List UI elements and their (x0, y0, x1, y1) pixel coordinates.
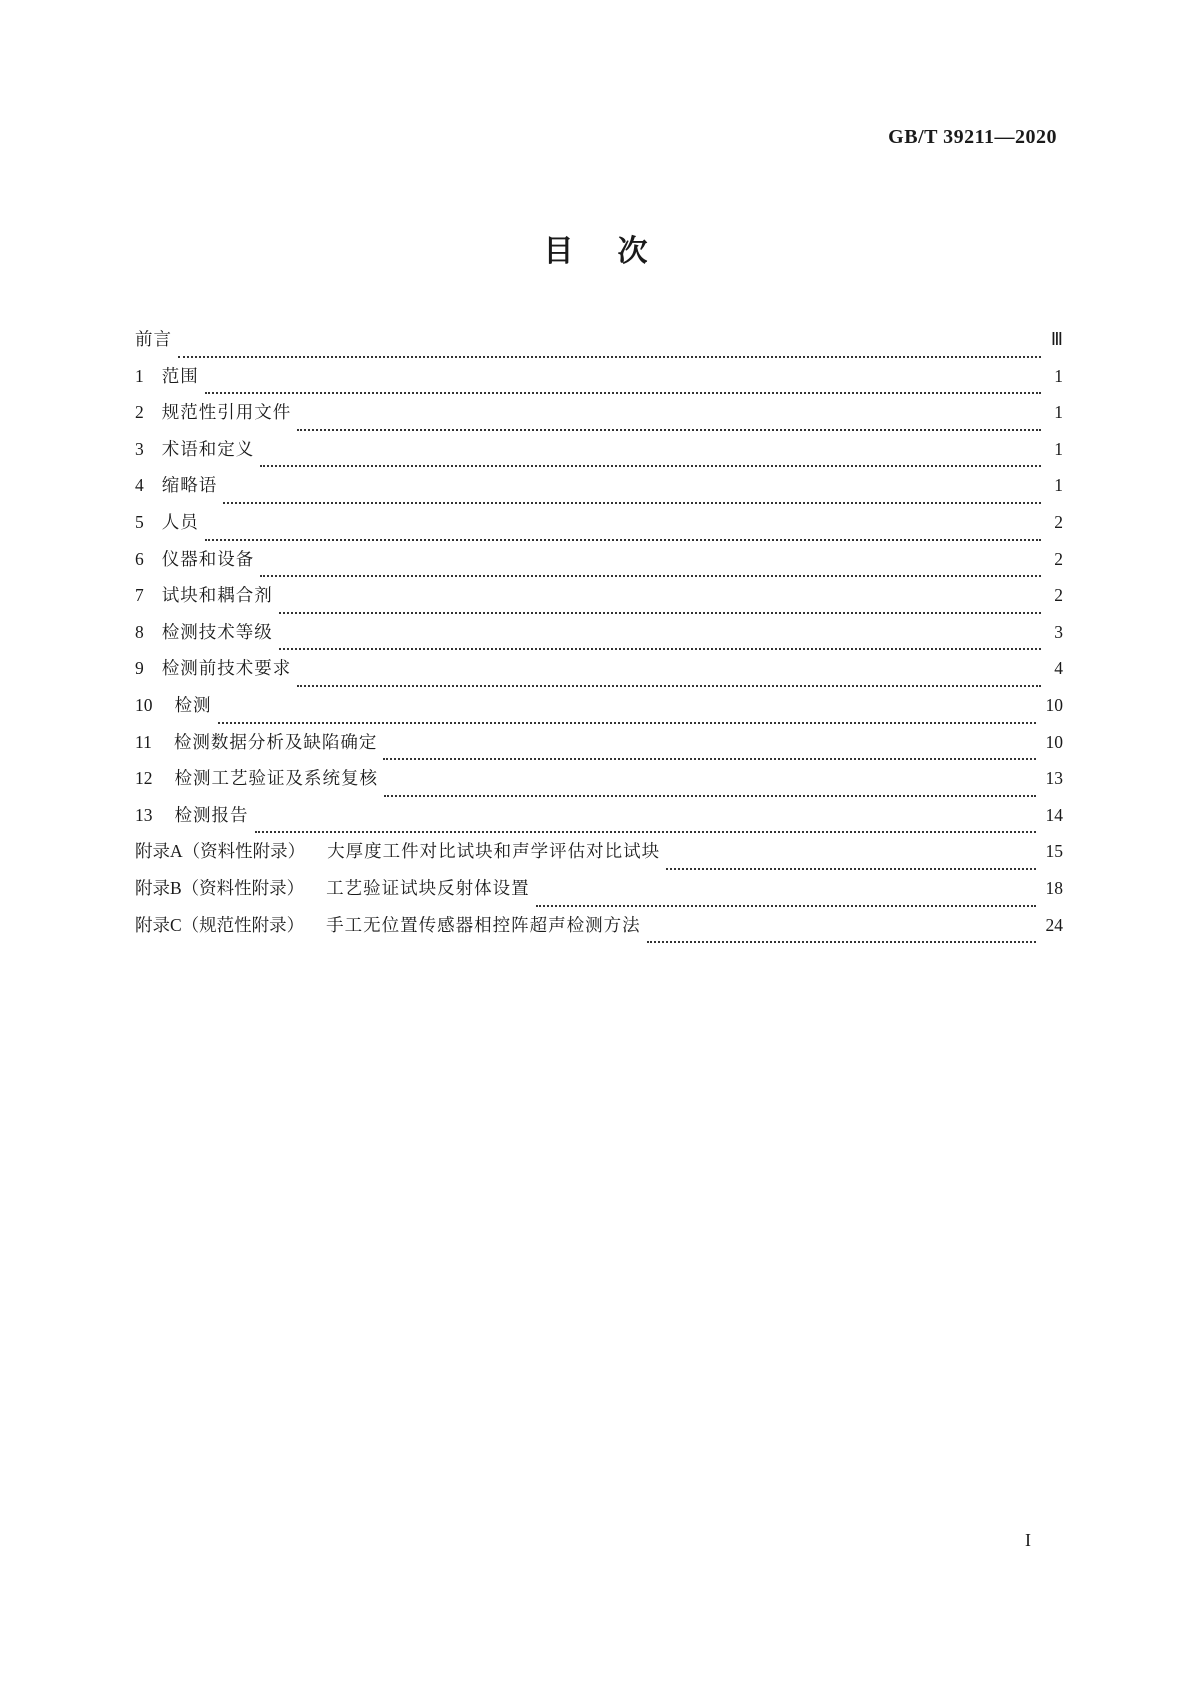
toc-entry-title: 检测报告 (174, 805, 249, 826)
toc-leader-dots (384, 795, 1036, 797)
toc-entry-page: 1 (1054, 475, 1063, 496)
toc-entry-page: 2 (1054, 511, 1063, 532)
toc-entry-page: 1 (1054, 438, 1063, 459)
toc-entry-title: 检测 (174, 695, 212, 716)
toc-entry[interactable] (135, 326, 1063, 363)
toc-leader-dots (279, 612, 1041, 614)
toc-entry[interactable] (135, 838, 1063, 875)
toc-leader-dots (383, 758, 1035, 760)
toc-entry-title: 检测数据分析及缺陷确定 (173, 732, 378, 753)
toc-entry[interactable] (135, 399, 1063, 436)
toc-leader-dots (205, 392, 1041, 394)
toc-entry[interactable] (135, 802, 1063, 839)
toc-entry[interactable] (135, 472, 1063, 509)
toc-entry-page: 3 (1054, 621, 1063, 642)
toc-leader-dots (666, 868, 1035, 870)
toc-entry-number: 附录C（规范性附录） (135, 914, 305, 935)
toc-leader-dots (218, 722, 1036, 724)
toc-entry-page: 2 (1054, 548, 1063, 569)
toc-entry-title: 检测前技术要求 (161, 659, 292, 680)
toc-entry-title: 缩略语 (161, 476, 218, 497)
page-number: I (1025, 1530, 1031, 1550)
toc-entry-number: 3 (135, 438, 144, 459)
toc-entry-title: 试块和耦合剂 (161, 586, 273, 607)
toc-entry-page: 15 (1045, 841, 1063, 862)
toc-entry-number: 9 (135, 658, 144, 679)
toc-leader-dots (297, 685, 1041, 687)
toc-entry-page: 10 (1045, 731, 1063, 752)
toc-entry[interactable] (135, 655, 1063, 692)
toc-entry[interactable] (135, 765, 1063, 802)
toc-entry[interactable] (135, 546, 1063, 583)
toc-entry[interactable] (135, 582, 1063, 619)
toc-entry-title: 规范性引用文件 (161, 403, 292, 424)
toc-entry-page: 18 (1045, 877, 1063, 898)
toc-entry-number: 6 (135, 548, 144, 569)
toc-entry-number: 11 (135, 731, 152, 752)
toc-leader-dots (536, 905, 1036, 907)
toc-entry-title: 大厚度工件对比试块和声学评估对比试块 (327, 842, 661, 863)
toc-entry-number: 附录A（资料性附录） (135, 841, 306, 862)
table-of-contents (135, 326, 1063, 948)
toc-entry[interactable] (135, 875, 1063, 912)
toc-entry[interactable] (135, 692, 1063, 729)
toc-entry-page: 1 (1054, 402, 1063, 423)
toc-entry-page: 13 (1045, 768, 1063, 789)
toc-entry-page: 1 (1054, 365, 1063, 386)
toc-entry-number: 4 (135, 475, 144, 496)
toc-entry-title: 手工无位置传感器相控阵超声检测方法 (326, 915, 641, 936)
toc-entry-page: 2 (1054, 585, 1063, 606)
toc-entry[interactable] (135, 912, 1063, 949)
toc-leader-dots (178, 356, 1041, 358)
toc-entry-number: 10 (135, 694, 153, 715)
toc-entry[interactable] (135, 509, 1063, 546)
toc-entry-number: 1 (135, 365, 144, 386)
toc-entry-title: 前言 (135, 330, 172, 350)
toc-entry-number: 5 (135, 511, 144, 532)
toc-entry-title: 检测技术等级 (161, 622, 273, 643)
toc-leader-dots (205, 539, 1041, 541)
toc-entry-title: 工艺验证试块反射体设置 (326, 878, 530, 899)
toc-entry[interactable] (135, 729, 1063, 766)
toc-entry-title: 仪器和设备 (161, 549, 255, 570)
toc-entry-page: 24 (1045, 914, 1063, 935)
toc-entry[interactable] (135, 619, 1063, 656)
toc-entry-number: 2 (135, 402, 144, 423)
toc-leader-dots (647, 941, 1036, 943)
toc-entry-page: Ⅲ (1050, 329, 1063, 349)
toc-leader-dots (279, 648, 1041, 650)
toc-entry-title: 检测工艺验证及系统复核 (174, 769, 378, 790)
toc-entry-title: 术语和定义 (161, 439, 255, 460)
toc-entry-number: 7 (135, 585, 144, 606)
toc-entry[interactable] (135, 363, 1063, 400)
standard-code: GB/T 39211—2020 (888, 126, 1057, 148)
toc-leader-dots (260, 575, 1041, 577)
toc-entry-number: 8 (135, 621, 144, 642)
toc-entry-number: 附录B（资料性附录） (135, 877, 305, 898)
toc-entry-number: 13 (135, 804, 153, 825)
page-title: 目次 (543, 234, 692, 269)
toc-entry-page: 14 (1045, 804, 1063, 825)
toc-entry-page: 10 (1045, 694, 1063, 715)
toc-entry-title: 范围 (161, 366, 199, 387)
toc-leader-dots (297, 429, 1041, 431)
toc-leader-dots (255, 831, 1036, 833)
toc-entry-title: 人员 (161, 512, 199, 533)
toc-entry-page: 4 (1054, 658, 1063, 679)
toc-entry[interactable] (135, 436, 1063, 473)
toc-leader-dots (223, 502, 1041, 504)
toc-entry-number: 12 (135, 768, 153, 789)
toc-leader-dots (260, 465, 1041, 467)
